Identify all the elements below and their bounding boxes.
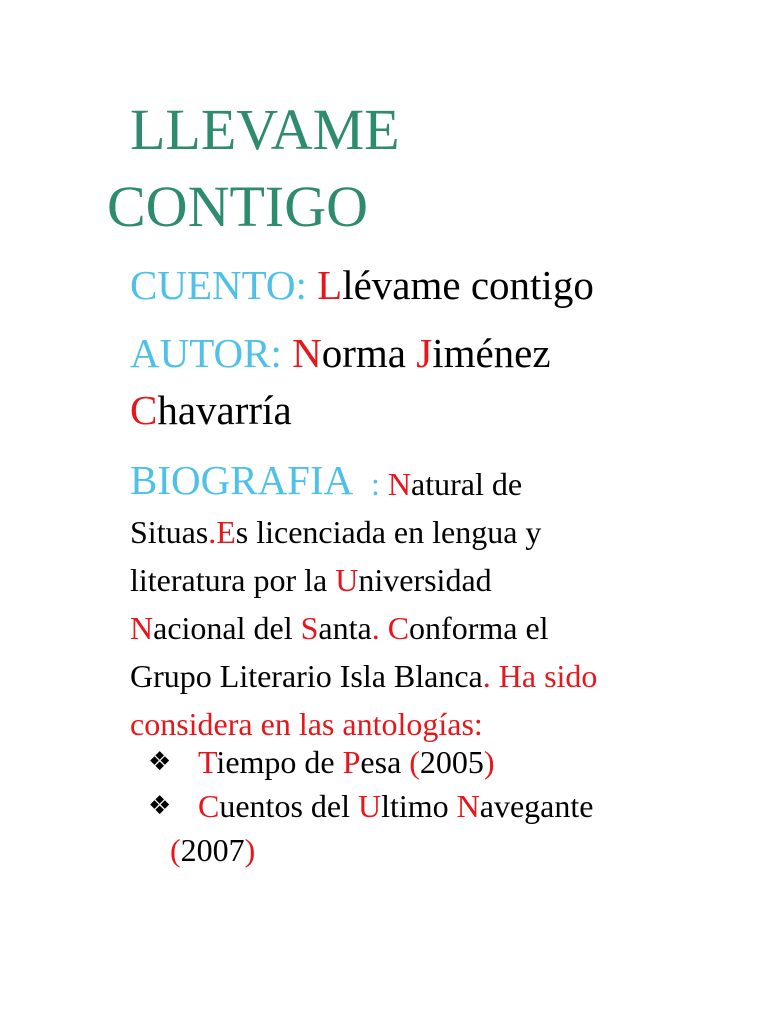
bio-l3-initial: U [335,562,359,598]
bio-line-6: considera en las antologías: [130,706,483,742]
item1-a: iempo de [216,744,343,780]
autor-j-initial: J [416,330,433,376]
bio-l2-rest: s licenciada en lengua y [235,514,542,550]
biografia-label: BIOGRAFIA [130,457,354,503]
item2-c2: avegante [479,788,594,824]
cuento-field [130,257,594,313]
autor-label: AUTOR: [130,330,282,376]
bio-l5-a: Grupo Literario Isla Blanca [130,658,483,694]
antologias-list [140,740,593,872]
title-line-1: LLEVAME [130,97,400,162]
diamond-bullet-icon: ❖ [148,791,172,821]
bio-l2-a: Situas [130,514,209,550]
list-item [140,740,593,784]
bio-l3-a: literatura por la [130,562,336,598]
bio-l4-initial: N [130,610,154,646]
autor-n-rest: orma [321,330,417,376]
bio-l4-dot: . [371,610,388,646]
diamond-bullet-icon: ❖ [148,747,172,777]
bio-l4-rest: onforma el [409,610,549,646]
item2-u: U [357,788,382,824]
bio-l4-a: acional del [153,610,301,646]
list-item [140,784,593,872]
item2-close: ) [244,832,256,868]
bio-line-5 [130,652,690,700]
bio-colon: : [371,466,380,502]
bio-line-1 [130,460,690,508]
bio-line-3 [130,556,690,604]
item2-n: N [456,788,480,824]
item2-year-line [140,828,593,872]
bio-l2-initial: E [216,514,236,550]
item2-c: C [198,788,220,824]
bio-l2-dot: . [208,514,217,550]
title-line-2: CONTIGO [107,174,368,239]
item2-a: uentos del [219,788,358,824]
item1-t: T [198,744,217,780]
item2-open: ( [170,832,181,868]
item1-year: 2005 [419,744,484,780]
bio-l3-rest: niversidad [358,562,492,598]
autor-c-rest: havarría [157,387,292,433]
item1-b: esa [360,744,410,780]
autor-n-initial: N [292,330,322,376]
item1-open: ( [409,744,420,780]
bio-line-4 [130,604,690,652]
autor-field-line-2 [130,382,292,438]
bio-l4-s: S [300,610,319,646]
bio-line-2 [130,508,690,556]
item2-b: ltimo [381,788,457,824]
item2-year: 2007 [180,832,245,868]
cuento-label: CUENTO: [130,262,307,308]
bio-l1-rest: atural de [411,466,523,502]
cuento-initial: L [317,262,343,308]
bio-l5-red: . Ha sido [482,658,598,694]
bio-l4-b: anta [318,610,372,646]
item1-p: P [342,744,361,780]
autor-j-rest: iménez [432,330,551,376]
item1-close: ) [483,744,495,780]
autor-field [130,325,551,381]
cuento-value: lévame contigo [342,262,594,308]
bio-l4-c: C [387,610,410,646]
autor-c-initial: C [130,387,158,433]
biografia-text [130,460,690,748]
bio-l1-initial: N [387,466,411,502]
